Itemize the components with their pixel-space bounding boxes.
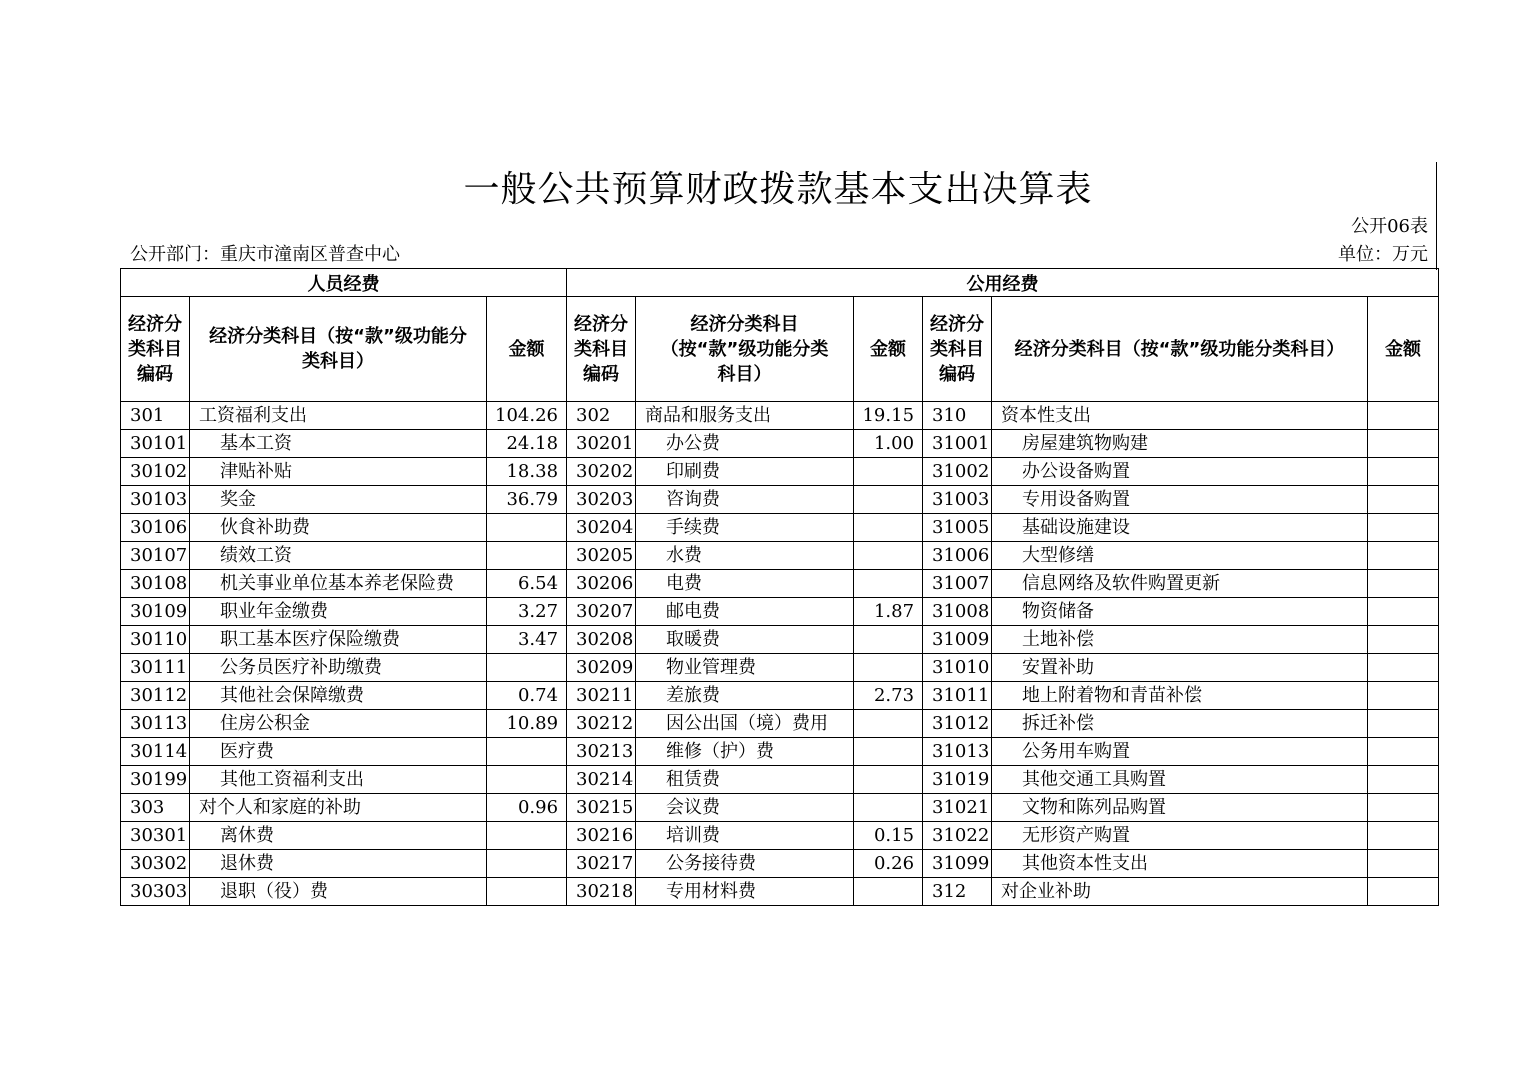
cell-code-1: 30301 xyxy=(121,822,190,850)
cell-name-2: 租赁费 xyxy=(636,766,854,794)
cell-amount-1 xyxy=(487,738,567,766)
cell-code-3: 31019 xyxy=(923,766,992,794)
cell-amount-3 xyxy=(1368,738,1439,766)
cell-code-2: 30207 xyxy=(567,598,636,626)
cell-name-1: 绩效工资 xyxy=(190,542,487,570)
cell-amount-1 xyxy=(487,878,567,906)
cell-code-1: 30114 xyxy=(121,738,190,766)
cell-code-2: 30214 xyxy=(567,766,636,794)
cell-amount-2: 0.15 xyxy=(854,822,923,850)
cell-amount-3 xyxy=(1368,402,1439,430)
cell-code-3: 31010 xyxy=(923,654,992,682)
cell-name-1: 伙食补助费 xyxy=(190,514,487,542)
cell-amount-2: 2.73 xyxy=(854,682,923,710)
cell-name-2: 物业管理费 xyxy=(636,654,854,682)
table-row xyxy=(121,850,1439,878)
cell-amount-1: 10.89 xyxy=(487,710,567,738)
cell-name-3: 其他交通工具购置 xyxy=(992,766,1368,794)
cell-name-2: 商品和服务支出 xyxy=(636,402,854,430)
unit-label: 单位：万元 xyxy=(1338,244,1428,265)
group-personnel-expenses: 人员经费 xyxy=(121,269,567,297)
cell-code-3: 31013 xyxy=(923,738,992,766)
cell-amount-3 xyxy=(1368,822,1439,850)
cell-name-2: 取暖费 xyxy=(636,626,854,654)
cell-code-2: 30212 xyxy=(567,710,636,738)
cell-name-3: 拆迁补偿 xyxy=(992,710,1368,738)
cell-amount-2 xyxy=(854,738,923,766)
table-row xyxy=(121,570,1439,598)
cell-amount-2 xyxy=(854,794,923,822)
cell-name-3: 地上附着物和青苗补偿 xyxy=(992,682,1368,710)
cell-name-1: 医疗费 xyxy=(190,738,487,766)
cell-name-3: 物资储备 xyxy=(992,598,1368,626)
table-row xyxy=(121,738,1439,766)
cell-code-2: 302 xyxy=(567,402,636,430)
cell-amount-3 xyxy=(1368,486,1439,514)
cell-code-3: 31006 xyxy=(923,542,992,570)
cell-code-1: 30102 xyxy=(121,458,190,486)
cell-amount-1: 6.54 xyxy=(487,570,567,598)
cell-name-2: 水费 xyxy=(636,542,854,570)
cell-amount-1 xyxy=(487,850,567,878)
cell-code-2: 30216 xyxy=(567,822,636,850)
cell-name-3: 大型修缮 xyxy=(992,542,1368,570)
cell-name-2: 邮电费 xyxy=(636,598,854,626)
table-row xyxy=(121,514,1439,542)
cell-code-3: 31007 xyxy=(923,570,992,598)
cell-amount-1 xyxy=(487,542,567,570)
cell-code-1: 30199 xyxy=(121,766,190,794)
header-name-1: 经济分类科目（按“款”级功能分类科目） xyxy=(190,297,487,402)
cell-name-1: 奖金 xyxy=(190,486,487,514)
cell-amount-3 xyxy=(1368,458,1439,486)
cell-amount-2 xyxy=(854,486,923,514)
table-row xyxy=(121,654,1439,682)
cell-name-2: 印刷费 xyxy=(636,458,854,486)
cell-amount-2 xyxy=(854,766,923,794)
cell-code-2: 30209 xyxy=(567,654,636,682)
cell-amount-3 xyxy=(1368,710,1439,738)
cell-amount-3 xyxy=(1368,598,1439,626)
cell-code-3: 31009 xyxy=(923,626,992,654)
cell-amount-2: 1.00 xyxy=(854,430,923,458)
cell-name-2: 专用材料费 xyxy=(636,878,854,906)
cell-name-1: 退休费 xyxy=(190,850,487,878)
cell-amount-3 xyxy=(1368,570,1439,598)
cell-amount-1 xyxy=(487,654,567,682)
cell-code-3: 31003 xyxy=(923,486,992,514)
cell-amount-3 xyxy=(1368,850,1439,878)
cell-name-2: 咨询费 xyxy=(636,486,854,514)
cell-code-1: 30106 xyxy=(121,514,190,542)
page-title: 一般公共预算财政拨款基本支出决算表 xyxy=(463,169,1093,210)
cell-amount-1: 0.74 xyxy=(487,682,567,710)
table-row xyxy=(121,626,1439,654)
cell-name-2: 会议费 xyxy=(636,794,854,822)
table-row xyxy=(121,710,1439,738)
cell-name-2: 差旅费 xyxy=(636,682,854,710)
cell-code-1: 30109 xyxy=(121,598,190,626)
table-row xyxy=(121,430,1439,458)
cell-code-3: 31008 xyxy=(923,598,992,626)
cell-code-1: 30108 xyxy=(121,570,190,598)
table-row xyxy=(121,822,1439,850)
cell-code-2: 30211 xyxy=(567,682,636,710)
table-row xyxy=(121,458,1439,486)
cell-code-3: 310 xyxy=(923,402,992,430)
cell-name-3: 对企业补助 xyxy=(992,878,1368,906)
cell-code-3: 31012 xyxy=(923,710,992,738)
header-name-2: 经济分类科目（按“款”级功能分类科目） xyxy=(636,297,854,402)
cell-name-2: 电费 xyxy=(636,570,854,598)
cell-name-1: 其他工资福利支出 xyxy=(190,766,487,794)
cell-amount-3 xyxy=(1368,430,1439,458)
cell-amount-1: 36.79 xyxy=(487,486,567,514)
cell-name-3: 无形资产购置 xyxy=(992,822,1368,850)
cell-name-3: 公务用车购置 xyxy=(992,738,1368,766)
cell-name-2: 维修（护）费 xyxy=(636,738,854,766)
cell-code-1: 30302 xyxy=(121,850,190,878)
cell-code-2: 30213 xyxy=(567,738,636,766)
table-row xyxy=(121,766,1439,794)
cell-amount-1: 3.47 xyxy=(487,626,567,654)
cell-amount-1: 104.26 xyxy=(487,402,567,430)
cell-amount-3 xyxy=(1368,626,1439,654)
cell-name-3: 资本性支出 xyxy=(992,402,1368,430)
header-amount-2: 金额 xyxy=(854,297,923,402)
cell-amount-1: 0.96 xyxy=(487,794,567,822)
cell-name-1: 基本工资 xyxy=(190,430,487,458)
cell-name-1: 工资福利支出 xyxy=(190,402,487,430)
cell-code-3: 31099 xyxy=(923,850,992,878)
cell-amount-2 xyxy=(854,514,923,542)
cell-code-2: 30208 xyxy=(567,626,636,654)
cell-code-1: 301 xyxy=(121,402,190,430)
cell-code-2: 30215 xyxy=(567,794,636,822)
cell-name-2: 培训费 xyxy=(636,822,854,850)
cell-amount-2 xyxy=(854,570,923,598)
cell-code-1: 30103 xyxy=(121,486,190,514)
cell-name-3: 文物和陈列品购置 xyxy=(992,794,1368,822)
cell-code-3: 31022 xyxy=(923,822,992,850)
cell-amount-2 xyxy=(854,626,923,654)
cell-name-1: 职工基本医疗保险缴费 xyxy=(190,626,487,654)
cell-code-1: 30110 xyxy=(121,626,190,654)
department-label: 公开部门：重庆市潼南区普查中心 xyxy=(130,244,400,265)
cell-amount-2: 0.26 xyxy=(854,850,923,878)
cell-amount-1 xyxy=(487,514,567,542)
cell-name-3: 办公设备购置 xyxy=(992,458,1368,486)
cell-code-1: 30303 xyxy=(121,878,190,906)
cell-code-2: 30205 xyxy=(567,542,636,570)
table-row xyxy=(121,542,1439,570)
cell-code-1: 303 xyxy=(121,794,190,822)
cell-amount-2 xyxy=(854,710,923,738)
cell-code-1: 30107 xyxy=(121,542,190,570)
cell-amount-3 xyxy=(1368,682,1439,710)
table-row xyxy=(121,598,1439,626)
table-row xyxy=(121,486,1439,514)
cell-amount-2: 1.87 xyxy=(854,598,923,626)
header-code-3: 经济分类科目编码 xyxy=(923,297,992,402)
header-code-2: 经济分类科目编码 xyxy=(567,297,636,402)
cell-name-1: 离休费 xyxy=(190,822,487,850)
cell-code-2: 30202 xyxy=(567,458,636,486)
cell-amount-1: 24.18 xyxy=(487,430,567,458)
cell-amount-2 xyxy=(854,458,923,486)
header-amount-1: 金额 xyxy=(487,297,567,402)
cell-amount-2 xyxy=(854,654,923,682)
cell-code-3: 31002 xyxy=(923,458,992,486)
cell-code-3: 31001 xyxy=(923,430,992,458)
cell-name-2: 办公费 xyxy=(636,430,854,458)
cell-name-3: 其他资本性支出 xyxy=(992,850,1368,878)
cell-code-2: 30218 xyxy=(567,878,636,906)
cell-amount-1 xyxy=(487,822,567,850)
cell-code-1: 30113 xyxy=(121,710,190,738)
table-row xyxy=(121,402,1439,430)
cell-code-2: 30204 xyxy=(567,514,636,542)
cell-code-1: 30111 xyxy=(121,654,190,682)
cell-name-3: 安置补助 xyxy=(992,654,1368,682)
cell-name-1: 津贴补贴 xyxy=(190,458,487,486)
group-public-expenses: 公用经费 xyxy=(567,269,1439,297)
table-number: 公开06表 xyxy=(1351,216,1428,237)
cell-code-3: 31011 xyxy=(923,682,992,710)
cell-amount-1 xyxy=(487,766,567,794)
cell-amount-3 xyxy=(1368,794,1439,822)
cell-amount-3 xyxy=(1368,514,1439,542)
cell-code-2: 30217 xyxy=(567,850,636,878)
cell-code-2: 30206 xyxy=(567,570,636,598)
cell-name-1: 其他社会保障缴费 xyxy=(190,682,487,710)
cell-amount-3 xyxy=(1368,654,1439,682)
cell-amount-2 xyxy=(854,542,923,570)
cell-name-2: 因公出国（境）费用 xyxy=(636,710,854,738)
cell-amount-2 xyxy=(854,878,923,906)
cell-amount-3 xyxy=(1368,766,1439,794)
cell-name-2: 手续费 xyxy=(636,514,854,542)
cell-name-3: 土地补偿 xyxy=(992,626,1368,654)
cell-name-2: 公务接待费 xyxy=(636,850,854,878)
table-row xyxy=(121,794,1439,822)
cell-name-1: 职业年金缴费 xyxy=(190,598,487,626)
cell-code-3: 31021 xyxy=(923,794,992,822)
cell-amount-1: 3.27 xyxy=(487,598,567,626)
cell-name-1: 对个人和家庭的补助 xyxy=(190,794,487,822)
cell-code-2: 30203 xyxy=(567,486,636,514)
cell-name-1: 公务员医疗补助缴费 xyxy=(190,654,487,682)
cell-code-3: 31005 xyxy=(923,514,992,542)
header-code-1: 经济分类科目编码 xyxy=(121,297,190,402)
cell-amount-3 xyxy=(1368,542,1439,570)
table-row xyxy=(121,878,1439,906)
table-row xyxy=(121,682,1439,710)
expenditure-table xyxy=(120,268,1439,906)
cell-amount-3 xyxy=(1368,878,1439,906)
header-name-3: 经济分类科目（按“款”级功能分类科目） xyxy=(992,297,1368,402)
cell-name-1: 退职（役）费 xyxy=(190,878,487,906)
cell-code-1: 30101 xyxy=(121,430,190,458)
cell-name-3: 信息网络及软件购置更新 xyxy=(992,570,1368,598)
cell-code-3: 312 xyxy=(923,878,992,906)
cell-name-3: 房屋建筑物购建 xyxy=(992,430,1368,458)
cell-code-1: 30112 xyxy=(121,682,190,710)
cell-name-3: 基础设施建设 xyxy=(992,514,1368,542)
cell-name-3: 专用设备购置 xyxy=(992,486,1368,514)
cell-amount-1: 18.38 xyxy=(487,458,567,486)
cell-amount-2: 19.15 xyxy=(854,402,923,430)
header-amount-3: 金额 xyxy=(1368,297,1439,402)
cell-code-2: 30201 xyxy=(567,430,636,458)
cell-name-1: 住房公积金 xyxy=(190,710,487,738)
cell-name-1: 机关事业单位基本养老保险费 xyxy=(190,570,487,598)
